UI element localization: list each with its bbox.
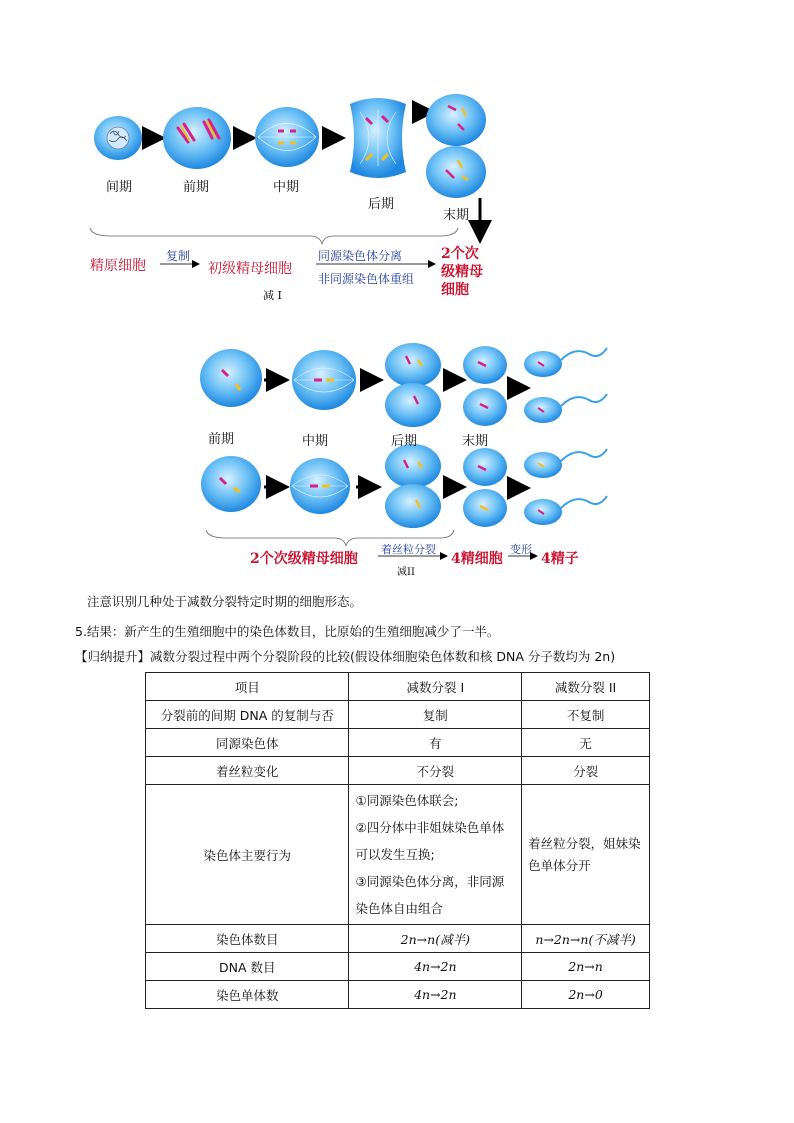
table-cell: 2n→0 (522, 981, 650, 1009)
cell-telophase-1-top (426, 94, 486, 146)
centromere-split: 着丝粒分裂 (381, 543, 436, 556)
transform: 变形 (510, 543, 532, 556)
sperm-count: 4精子 (541, 551, 579, 567)
table-cell: 分裂 (522, 757, 650, 785)
table-cell: 着丝粒变化 (146, 757, 349, 785)
note-text: 注意识别几种处于减数分裂特定时期的细胞形态。 (87, 594, 363, 609)
table-row (146, 981, 650, 1009)
table-cell: n→2n→n(不减半) (522, 925, 650, 953)
table-cell: 染色单体数 (146, 981, 349, 1009)
division-label-2: 减II (397, 567, 415, 578)
brace (90, 228, 458, 244)
summary-tag: 【归纳提升】 (75, 649, 151, 664)
table-cell: 4n→2n (349, 981, 522, 1009)
stage2-label-metaphase: 中期 (302, 434, 329, 449)
cell-anaphase-2-top (385, 343, 441, 427)
stage-label-anaphase: 后期 (368, 197, 395, 212)
stage-label-telophase: 末期 (443, 208, 470, 223)
cell-anaphase-2-bottom (385, 444, 441, 528)
stage2-label-anaphase: 后期 (391, 434, 418, 449)
behavior-m1-cell (349, 785, 522, 925)
behavior-item: ②四分体中非姐妹染色单体可以发生互换; (355, 820, 505, 862)
stage-label-interphase: 间期 (106, 180, 133, 195)
cell-prophase-1 (163, 107, 231, 169)
behavior-item: ③同源染色体分离，非同源染色体自由组合 (355, 874, 505, 916)
table-row-behavior (146, 785, 650, 925)
summary-body: 减数分裂过程中两个分裂阶段的比较(假设体细胞染色体数和核 DNA 分子数均为 2n) (150, 649, 616, 664)
table-row (146, 953, 650, 981)
cell-anaphase-1 (350, 98, 406, 178)
table-cell: 2n→n (522, 953, 650, 981)
cell-prophase-2-top (200, 349, 262, 407)
table-cell: 同源染色体 (146, 729, 349, 757)
table-cell: DNA 数目 (146, 953, 349, 981)
cell-metaphase-2-bottom (290, 458, 350, 514)
sperm-4 (524, 496, 607, 525)
table-row (146, 701, 650, 729)
homolog-separation: 同源染色体分离 (318, 249, 403, 263)
sperm-3 (524, 449, 607, 478)
table-cell: 无 (522, 729, 650, 757)
table-header: 项目 (146, 673, 349, 701)
cell-metaphase-1 (255, 107, 319, 167)
spermatogonium: 精原细胞 (90, 258, 146, 274)
table-cell: 不分裂 (349, 757, 522, 785)
secondary-spermatocyte-1: 2个次 (441, 246, 479, 262)
behavior-item: ①同源染色体联会; (355, 793, 459, 808)
table-cell: 有 (349, 729, 522, 757)
table-cell: 染色体数目 (146, 925, 349, 953)
table-row (146, 925, 650, 953)
spermatid: 4精细胞 (451, 551, 503, 567)
table-cell: 复制 (349, 701, 522, 729)
division-label-1: 减 I (263, 289, 282, 302)
secondary-spermatocyte-2: 级精母 (441, 264, 483, 280)
cell-telophase-2-bottom (463, 448, 507, 527)
cell-telophase-1-bottom (426, 146, 486, 198)
table-cell: 4n→2n (349, 953, 522, 981)
stage-label-metaphase: 中期 (273, 180, 300, 195)
table-header-row (146, 673, 650, 701)
table-cell: 染色体主要行为 (146, 785, 349, 925)
stage2-label-prophase: 前期 (208, 432, 235, 447)
table-cell: 分裂前的间期 DNA 的复制与否 (146, 701, 349, 729)
cell-prophase-2-bottom (201, 456, 261, 512)
cell-interphase (94, 116, 142, 160)
summary-line (75, 647, 615, 665)
table-header: 减数分裂 I (349, 673, 522, 701)
result-text: 5.结果：新产生的生殖细胞中的染色体数目，比原始的生殖细胞减少了一半。 (75, 624, 500, 639)
stage-label-prophase: 前期 (183, 180, 210, 195)
comparison-table (145, 672, 650, 1009)
secondary-spermatocyte-3: 细胞 (441, 282, 469, 298)
sperm-2 (524, 394, 607, 423)
table-row (146, 729, 650, 757)
cell-telophase-2-top (463, 346, 507, 426)
table-row (146, 757, 650, 785)
sperm-1 (524, 348, 607, 377)
secondary-spermatocytes: 2个次级精母细胞 (250, 551, 358, 567)
table-cell: 着丝粒分裂，姐妹染色单体分开 (522, 785, 650, 925)
cell-metaphase-2-top (292, 350, 356, 410)
nonhomolog-recombination: 非同源染色体重组 (318, 272, 415, 286)
replication: 复制 (166, 249, 191, 263)
table-header: 减数分裂 II (522, 673, 650, 701)
stage2-label-telophase: 末期 (462, 434, 489, 449)
primary-spermatocyte: 初级精母细胞 (208, 261, 292, 277)
table-cell: 不复制 (522, 701, 650, 729)
table-cell: 2n→n(减半) (349, 925, 522, 953)
